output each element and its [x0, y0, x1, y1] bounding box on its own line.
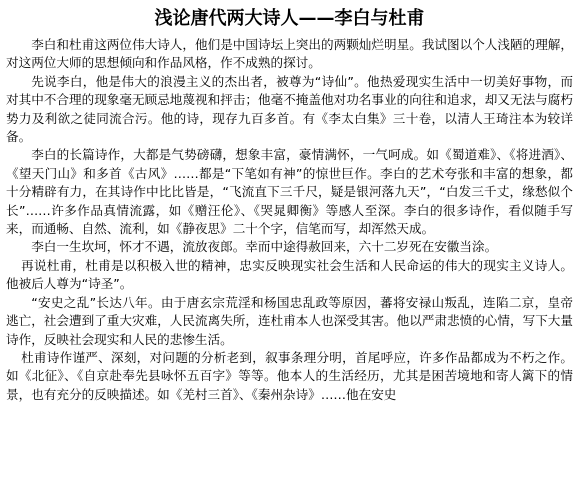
paragraph-li-bai-intro: 先说李白，他是伟大的浪漫主义的杰出者，被尊为“诗仙”。他热爱现实生活中一切美好事物，而对其中不合理的现象毫无顾忌地蔑视和抨击；他毫不掩盖他对功名事业的向往和追求，却又无法与腐朽势力及利欲之徒同流合污。他的诗，现存九百多首。有《李太白集》三十卷，以清人王琦注本为较详备。 — [6, 73, 573, 145]
paragraph-du-fu-intro: 再说杜甫，杜甫是以积极入世的精神，忠实反映现实社会生活和人民命运的伟大的现实主义诗人。他被后人尊为“诗圣”。 — [6, 257, 573, 292]
paragraph-du-fu-works: 杜甫诗作谨严、深刻，对问题的分析老到，叙事条理分明，首尾呼应，许多作品都成为不朽之作。如《北征》、《自京赴奉先县咏怀五百字》等等。他本人的生活经历，尤其是困苦境地和寄人篱下的情景，也有充分的反映描述。如《羌村三首》、《秦州杂诗》……他在安史 — [6, 349, 573, 402]
paragraph-intro: 李白和杜甫这两位伟大诗人，他们是中国诗坛上突出的两颗灿烂明星。我试图以个人浅陋的理解，对这两位大师的思想倾向和作品风格，作不成熟的探讨。 — [6, 37, 573, 71]
paragraph-an-shi-rebellion: “安史之乱”长达八年。由于唐玄宗荒淫和杨国忠乱政等原因，蕃将安禄山叛乱，连陷二京，皇帝逃亡，社会遭到了重大灾难，人民流离失所，连杜甫本人也深受其害。他以严肃悲愤的心情，写下大量诗作，反映社会现实和人民的悲惨生活。 — [6, 294, 573, 347]
paragraph-li-bai-life: 李白一生坎坷，怀才不遇，流放夜郎。幸而中途得赦回来，六十二岁死在安徽当涂。 — [31, 239, 498, 255]
paragraph-li-bai-works: 李白的长篇诗作，大都是气势磅礴，想象丰富，豪情满怀，一气呵成。如《蜀道难》、《将进酒》、《望天门山》和多首《古风》……都是“下笔如有神”的惊世巨作。李白的艺术夸张和丰富的想象，都十分精辟有力，在其诗作中比比皆是，“飞流直下三千尺，疑是银河落九天”，“白发三千丈，缘愁似个长”……许多作品真情流露，如《赠汪伦》、《哭晁卿衡》等感人至深。李白的很多诗作，看似随手写来，而通畅、自然、流利，如《静夜思》二十个字，信笔而写，却浑然天成。 — [6, 147, 573, 237]
document-title: 浅论唐代两大诗人——李白与杜甫 — [154, 8, 425, 29]
